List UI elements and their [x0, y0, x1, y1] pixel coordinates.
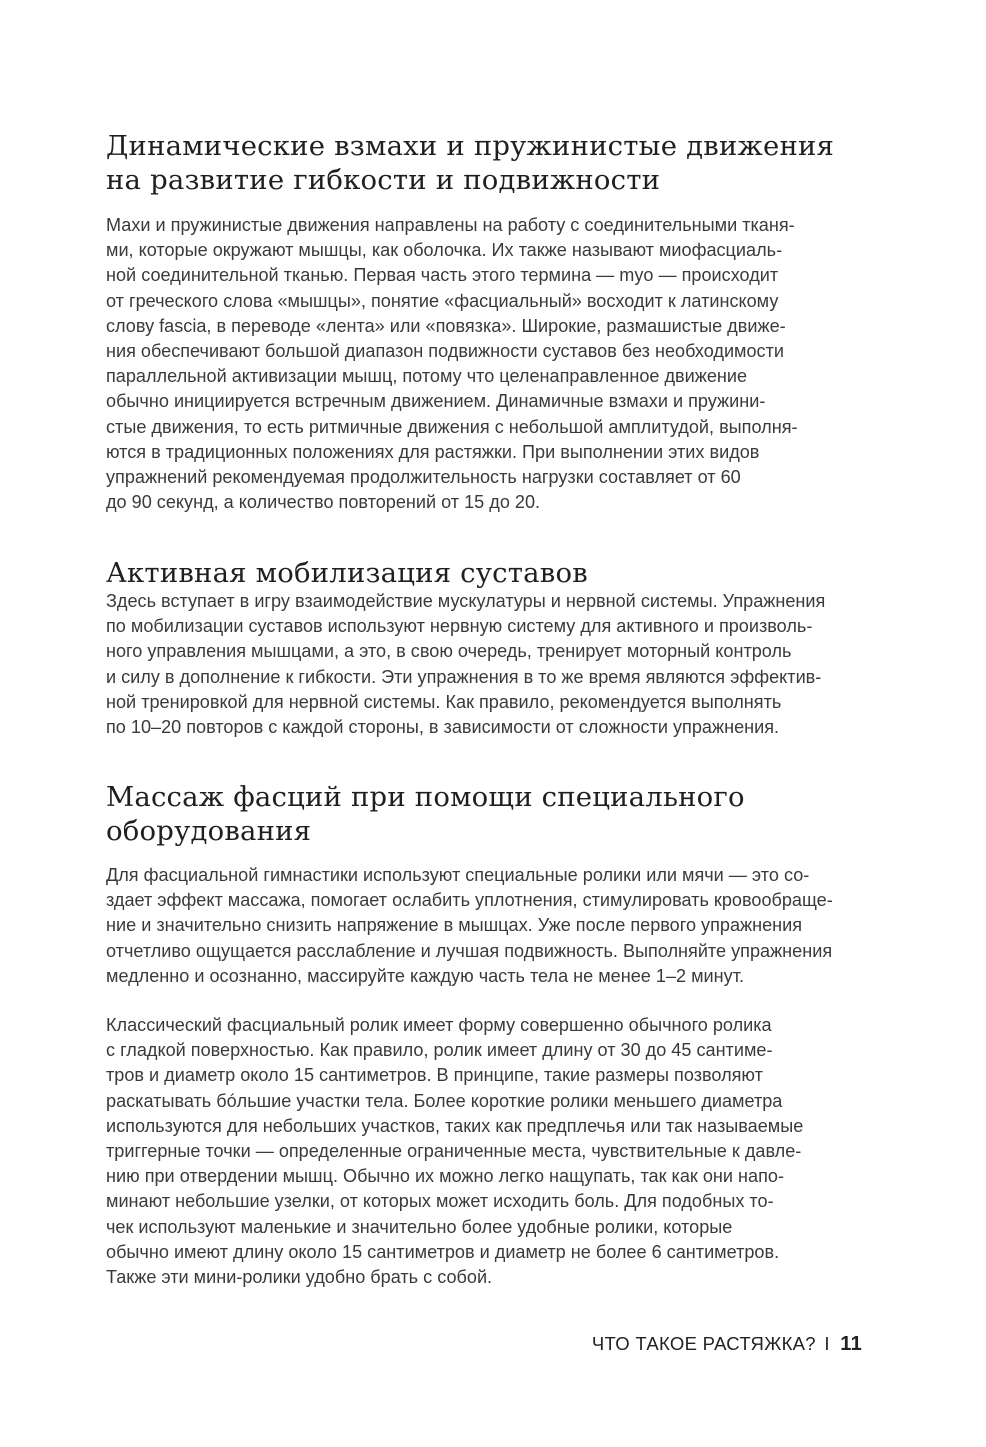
footer-separator: I	[824, 1333, 830, 1354]
text-line: по мобилизации суставов используют нервную систему для активного и произволь-	[106, 616, 813, 637]
text-line: Махи и пружинистые движения направлены на работу с соединительными тканя-	[106, 215, 795, 235]
text-line: ми, которые окружают мышцы, как оболочка. Их также называют миофасциаль-	[106, 240, 783, 261]
text-line: Для фасциальной гимнастики используют специальные ролики или мячи — это со-	[106, 865, 810, 885]
page-number: 11	[840, 1333, 862, 1355]
text-line: параллельной активизации мышц, потому что целенаправленное движение	[106, 366, 748, 387]
heading-line: оборудования	[106, 815, 312, 847]
text-line: слову fascia, в переводе «лента» или «повязка». Широкие, размашистые движе-	[106, 315, 786, 336]
text-line: раскатывать бóльшие участки тела. Более короткие ролики меньшего диаметра	[106, 1090, 783, 1111]
text-line: медленно и осознанно, массируйте каждую часть тела не менее 1–2 минут.	[106, 965, 744, 986]
text-line: ного управления мышцами, а это, в свою очередь, тренирует моторный контроль	[106, 641, 792, 662]
text-line: ются в традиционных положениях для растяжки. При выполнении этих видов	[106, 441, 760, 462]
text-line: от греческого слова «мышцы», понятие «фасциальный» восходит к латинскому	[106, 290, 779, 311]
running-title: ЧТО ТАКОЕ РАСТЯЖКА?	[591, 1333, 816, 1354]
text-line: до 90 секунд, а количество повторений от 15 до 20.	[106, 492, 541, 513]
section-heading-fascia-massage	[106, 780, 745, 848]
text-line: Классический фасциальный ролик имеет форму совершенно обычного ролика	[106, 1015, 772, 1035]
text-line: ной тренировкой для нервной системы. Как правило, рекомендуется выполнять	[106, 691, 782, 712]
text-line: с гладкой поверхностью. Как правило, ролик имеет длину от 30 до 45 сантиме-	[106, 1040, 773, 1061]
text-line: Здесь вступает в игру взаимодействие мускулатуры и нервной системы. Упражнения	[106, 591, 826, 611]
text-line: Также эти мини-ролики удобно брать с собой.	[106, 1267, 493, 1288]
heading-line: Динамические взмахи и пружинистые движения	[106, 130, 835, 162]
text-line: ние и значительно снизить напряжение в мышцах. Уже после первого упражнения	[106, 915, 803, 936]
text-line: и силу в дополнение к гибкости. Эти упражнения в то же время являются эффектив-	[106, 666, 822, 687]
text-line: тров и диаметр около 15 сантиметров. В принципе, такие размеры позволяют	[106, 1065, 763, 1086]
text-line: ной соединительной тканью. Первая часть этого термина — myo — происходит	[106, 265, 779, 286]
text-line: триггерные точки — определенные ограниченные места, чувствительные к давле-	[106, 1141, 802, 1162]
text-line: отчетливо ощущается расслабление и лучшая подвижность. Выполняйте упражнения	[106, 940, 833, 961]
body-paragraph	[106, 863, 833, 989]
body-paragraph	[106, 213, 798, 515]
text-line: упражнений рекомендуемая продолжительность нагрузки составляет от 60	[106, 467, 741, 488]
section-heading-joint-mobilization	[106, 556, 588, 590]
text-line: по 10–20 повторов с каждой стороны, в зависимости от сложности упражнения.	[106, 717, 780, 738]
text-line: минают небольшие узелки, от которых может исходить боль. Для подобных то-	[106, 1191, 774, 1212]
body-paragraph	[106, 589, 825, 740]
text-line: обычно инициируется встречным движением. Динамичные взмахи и пружини-	[106, 391, 766, 412]
page-footer	[592, 1333, 862, 1356]
section-heading-dynamic-swings	[106, 129, 834, 197]
text-line: стые движения, то есть ритмичные движения с небольшой амплитудой, выполня-	[106, 416, 798, 437]
body-paragraph	[106, 1013, 803, 1290]
text-line: обычно имеют длину около 15 сантиметров и диаметр не более 6 сантиметров.	[106, 1241, 780, 1262]
text-line: здает эффект массажа, помогает ослабить уплотнения, стимулировать кровообраще-	[106, 890, 833, 911]
text-line: ния обеспечивают большой диапазон подвижности суставов без необходимости	[106, 341, 785, 362]
text-line: используются для небольших участков, таких как предплечья или так называемые	[106, 1115, 804, 1136]
heading-line: на развитие гибкости и подвижности	[106, 164, 661, 196]
heading-line: Активная мобилизация суставов	[106, 557, 588, 589]
text-line: нию при отвердении мышц. Обычно их можно легко нащупать, так как они напо-	[106, 1166, 785, 1187]
text-line: чек используют маленькие и значительно более удобные ролики, которые	[106, 1216, 733, 1237]
heading-line: Массаж фасций при помощи специального	[106, 781, 745, 813]
